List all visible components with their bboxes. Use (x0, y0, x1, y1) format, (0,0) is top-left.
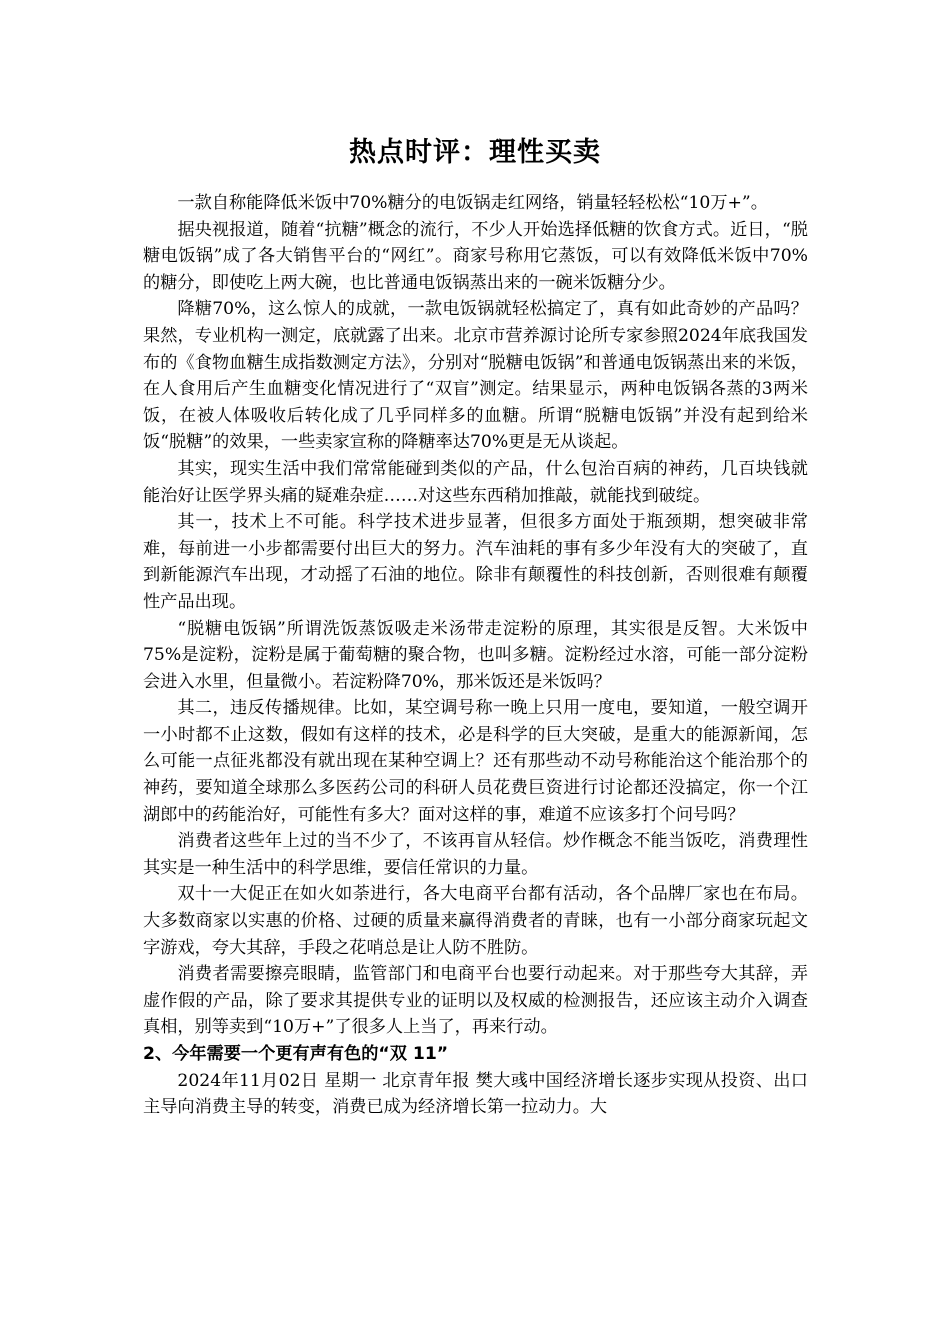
paragraph: 消费者这些年上过的当不少了，不该再盲从轻信。炒作概念不能当饭吃，消费理性其实是一种生活中的科学思维，要信任常识的力量。 (143, 831, 808, 878)
paragraph: 一款自称能降低米饭中70%糖分的电饭锅走红网络，销量轻轻松松“10万+”。 (177, 193, 768, 213)
paragraph: 降糖70%，这么惊人的成就，一款电饭锅就轻松搞定了，真有如此奇妙的产品吗？果然，专业机构一测定，底就露了出来。北京市营养源讨论所专家参照2024年底我国发布的《食物血糖生成指数测定方法》，分别对“脱糖电饭锅”和普通电饭锅蒸出来的米饭，在人食用后产生血糖变化情况进行了“双盲”测定。结果显示，两种电饭锅各蒸的3两米饭，在被人体吸收后转化成了几乎同样多的血糖。所谓“脱糖电饭锅”并没有起到给米饭“脱糖”的效果，一些卖家宣称的降糖率达70%更是无从谈起。 (143, 299, 808, 453)
paragraph: 双十一大促正在如火如荼进行，各大电商平台都有活动，各个品牌厂家也在布局。大多数商家以实惠的价格、过硬的质量来赢得消费者的青睐，也有一小部分商家玩起文字游戏，夸大其辞，手段之花哨总是让人防不胜防。 (143, 884, 808, 958)
paragraph: 据央视报道，随着“抗糖”概念的流行，不少人开始选择低糖的饮食方式。近日，“脱糖电饭锅”成了各大销售平台的“网红”。商家号称用它蒸饭，可以有效降低米饭中70%的糖分，即使吃上两大碗，也比普通电饭锅蒸出来的一碗米饭糖分少。 (143, 219, 808, 293)
paragraph: 其一，技术上不可能。科学技术进步显著，但很多方面处于瓶颈期，想突破非常难，每前进一小步都需要付出巨大的努力。汽车油耗的事有多少年没有大的突破了，直到新能源汽车出现，才动摇了石油的地位。除非有颠覆性的科技创新，否则很难有颠覆性产品出现。 (143, 512, 808, 612)
document-title: 热点时评：理性买卖 (349, 137, 601, 168)
paragraph: 其二，违反传播规律。比如，某空调号称一晚上只用一度电，要知道，一般空调开一小时都不止这数，假如有这样的技术，必是科学的巨大突破，是重大的能源新闻，怎么可能一点征兆都没有就出现在某种空调上？还有那些动不动号称能治这个能治那个的神药，要知道全球那么多医药公司的科研人员花费巨资进行讨论都还没搞定，你一个江湖郎中的药能治好，可能性有多大？面对这样的事，难道不应该多打个问号吗？ (143, 698, 808, 825)
paragraph: “脱糖电饭锅”所谓洗饭蒸饭吸走米汤带走淀粉的原理，其实很是反智。大米饭中75%是淀粉，淀粉是属于葡萄糖的聚合物，也叫多糖。淀粉经过水溶，可能一部分淀粉会进入水里，但量微小。若淀粉降70%，那米饭还是米饭吗？ (143, 618, 808, 692)
section-heading: 2、今年需要一个更有声有色的“双 11” (143, 1044, 449, 1064)
section-paragraph: 2024年11月02日 星期一 北京青年报 樊大彧中国经济增长逐步实现从投资、出口主导向消费主导的转变，消费已成为经济增长第一拉动力。大 (143, 1070, 808, 1118)
document-body (143, 190, 808, 1121)
paragraph: 其实，现实生活中我们常常能碰到类似的产品，什么包治百病的神药，几百块钱就能治好让医学界头痛的疑难杂症……对这些东西稍加推敲，就能找到破绽。 (143, 458, 808, 506)
paragraph: 消费者需要擦亮眼睛，监管部门和电商平台也要行动起来。对于那些夸大其辞，弄虚作假的产品，除了要求其提供专业的证明以及权威的检测报告，还应该主动介入调查真相，别等卖到“10万+”了很多人上当了，再来行动。 (143, 964, 808, 1038)
